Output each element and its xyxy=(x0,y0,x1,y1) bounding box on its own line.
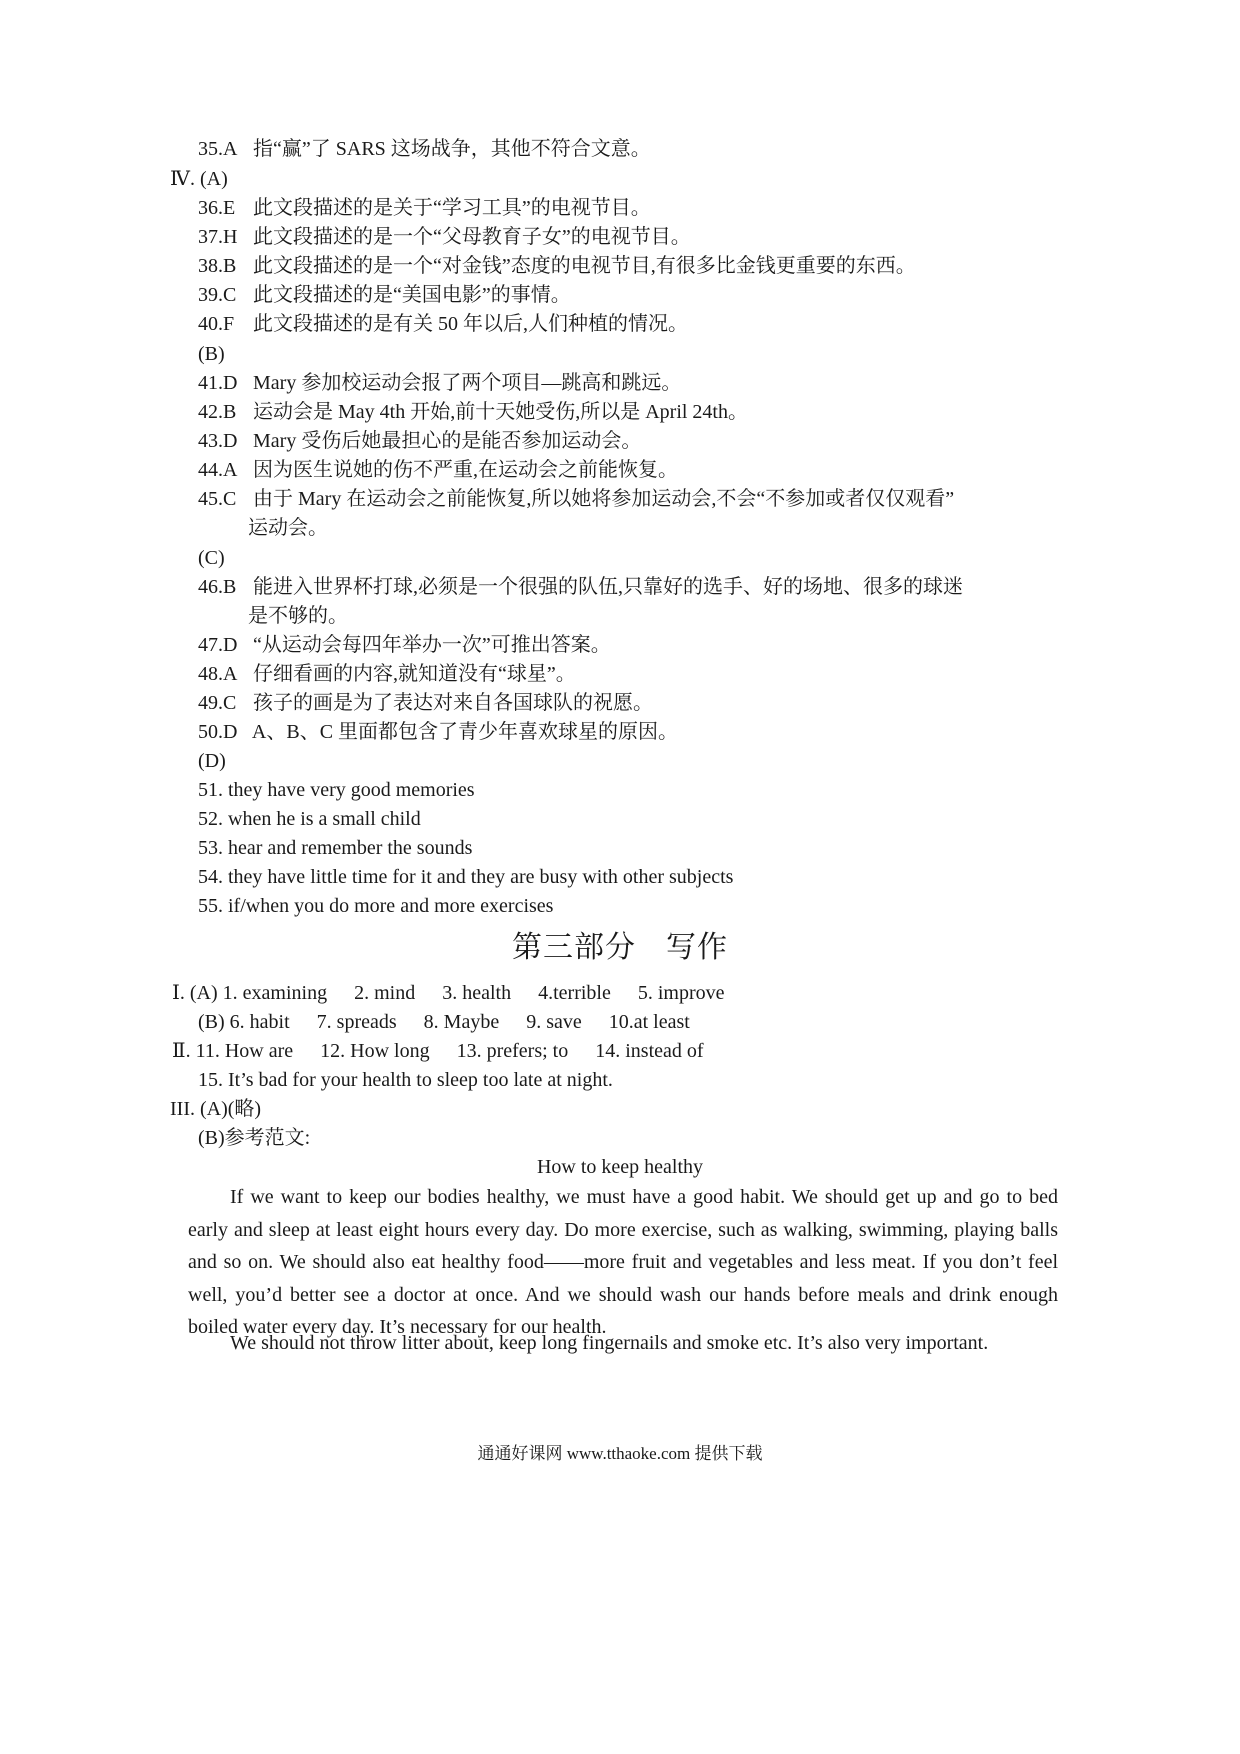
answer-45: 45.C 由于 Mary 在运动会之前能恢复,所以她将参加运动会,不会“不参加或者仅仅观看” xyxy=(198,488,955,510)
answer-53: 53. hear and remember the sounds xyxy=(198,837,473,859)
answer-43: 43.D Mary 受伤后她最担心的是能否参加运动会。 xyxy=(198,430,642,452)
section-b-label: (B) xyxy=(198,343,225,365)
answer-50: 50.D A、B、C 里面都包含了青少年喜欢球星的原因。 xyxy=(198,721,679,743)
section-iv-a-label: Ⅳ. (A) xyxy=(170,168,228,190)
essay-paragraph-2: We should not throw litter about, keep long fingernails and smoke etc. It’s also very important. xyxy=(230,1332,989,1354)
section-heading: 第三部分 写作 xyxy=(512,930,728,965)
answer-54: 54. they have little time for it and they are busy with other subjects xyxy=(198,866,734,888)
answer-51: 51. they have very good memories xyxy=(198,779,475,801)
answer-44: 44.A 因为医生说她的伤不严重,在运动会之前能恢复。 xyxy=(198,459,678,481)
essay-title: How to keep healthy xyxy=(536,1156,704,1178)
answer-47: 47.D “从运动会每四年举办一次”可推出答案。 xyxy=(198,634,611,656)
answer-39: 39.C 此文段描述的是“美国电影”的事情。 xyxy=(198,284,571,306)
answer-37: 37.H 此文段描述的是一个“父母教育子女”的电视节目。 xyxy=(198,226,691,248)
answer-38: 38.B 此文段描述的是一个“对金钱”态度的电视节目,有很多比金钱更重要的东西。 xyxy=(198,255,916,277)
section-d-label: (D) xyxy=(198,750,226,772)
part3-i-b-row: (B) 6. habit 7. spreads 8. Maybe 9. save 10.at least xyxy=(198,1011,690,1033)
page-footer: 通通好课网 www.tthaoke.com 提供下载 xyxy=(477,1444,763,1463)
essay-paragraph-1: If we want to keep our bodies healthy, we must have a good habit. We should get up and go to bed early and sleep at least eight hours every day. Do more exercise, such as walking, swimming, playing balls and so on. We should also eat healthy food——more fruit and vegetables and less meat. If you don’t feel well, you’d better see a doctor at once. And we should wash our hands before meals and drink enough boiled water every day. It’s necessary for our health. xyxy=(188,1186,1058,1339)
section-c-label: (C) xyxy=(198,547,225,569)
answer-42: 42.B 运动会是 May 4th 开始,前十天她受伤,所以是 April 24th。 xyxy=(198,401,748,423)
answer-46-continued: 是不够的。 xyxy=(248,605,348,627)
answer-40: 40.F 此文段描述的是有关 50 年以后,人们种植的情况。 xyxy=(198,313,688,335)
answer-15: 15. It’s bad for your health to sleep too late at night. xyxy=(198,1069,613,1091)
answer-35: 35.A 指“赢”了 SARS 这场战争，其他不符合文意。 xyxy=(198,138,651,160)
answer-49: 49.C 孩子的画是为了表达对来自各国球队的祝愿。 xyxy=(198,692,653,714)
answer-55: 55. if/when you do more and more exercises xyxy=(198,895,554,917)
answer-45-continued: 运动会。 xyxy=(248,517,328,539)
answer-36: 36.E 此文段描述的是关于“学习工具”的电视节目。 xyxy=(198,197,651,219)
answer-41: 41.D Mary 参加校运动会报了两个项目—跳高和跳远。 xyxy=(198,372,682,394)
part3-iii-b: (B)参考范文: xyxy=(198,1127,311,1149)
answer-46: 46.B 能进入世界杯打球,必须是一个很强的队伍,只靠好的选手、好的场地、很多的球迷 xyxy=(198,576,963,598)
part3-i-a-row: Ⅰ. (A) 1. examining 2. mind 3. health 4.terrible 5. improve xyxy=(172,982,725,1004)
answer-52: 52. when he is a small child xyxy=(198,808,421,830)
part3-iii-a: III. (A)(略) xyxy=(170,1098,262,1120)
answer-48: 48.A 仔细看画的内容,就知道没有“球星”。 xyxy=(198,663,576,685)
part3-ii-row: Ⅱ. 11. How are 12. How long 13. prefers; to 14. instead of xyxy=(172,1040,704,1062)
